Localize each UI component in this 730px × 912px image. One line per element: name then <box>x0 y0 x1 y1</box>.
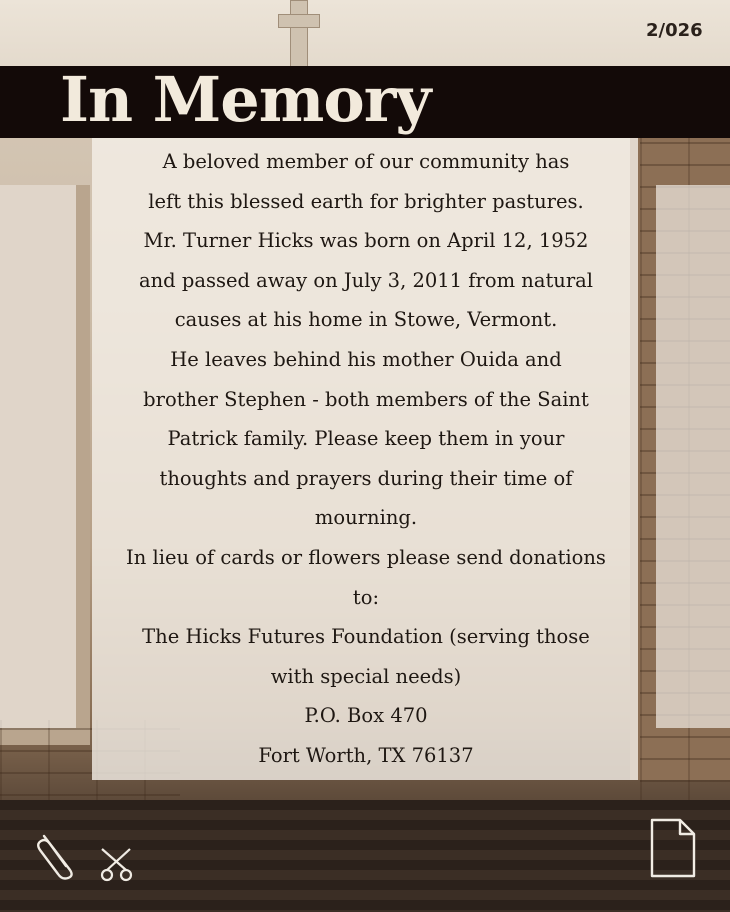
steeple-cross-horizontal <box>278 14 320 28</box>
scissors-icon[interactable] <box>98 846 136 882</box>
page-title: In Memory <box>60 63 431 136</box>
message-line: to: <box>352 585 380 609</box>
message-line: brother Stephen - both members of the Saint <box>143 387 589 411</box>
message-line: The Hicks Futures Foundation (serving those <box>142 625 590 649</box>
message-line: with special needs) <box>270 664 462 688</box>
message-line: and passed away on July 3, 2011 from natural <box>138 268 594 292</box>
message-line: P.O. Box 470 <box>304 704 428 728</box>
message-line: causes at his home in Stowe, Vermont. <box>174 308 558 332</box>
message-line: He leaves behind his mother Ouida and <box>170 347 562 371</box>
message-line: mourning. <box>314 506 418 530</box>
message-line: Patrick family. Please keep them in your <box>167 427 565 451</box>
message-line: Fort Worth, TX 76137 <box>258 743 474 767</box>
message-line: A beloved member of our community has <box>162 150 570 173</box>
message-line: left this blessed earth for brighter pastures. <box>148 189 584 213</box>
message-line: thoughts and prayers during their time of <box>159 466 573 490</box>
message-line: Mr. Turner Hicks was born on April 12, 1952 <box>143 229 589 253</box>
document-icon[interactable] <box>648 816 698 880</box>
paperclip-icon[interactable] <box>36 830 80 882</box>
side-panel-left <box>0 185 76 728</box>
page-counter: 2/026 <box>646 20 703 41</box>
side-panel-right <box>656 185 730 728</box>
message-line: In lieu of cards or flowers please send donations <box>126 545 606 569</box>
memorial-message <box>96 142 636 776</box>
